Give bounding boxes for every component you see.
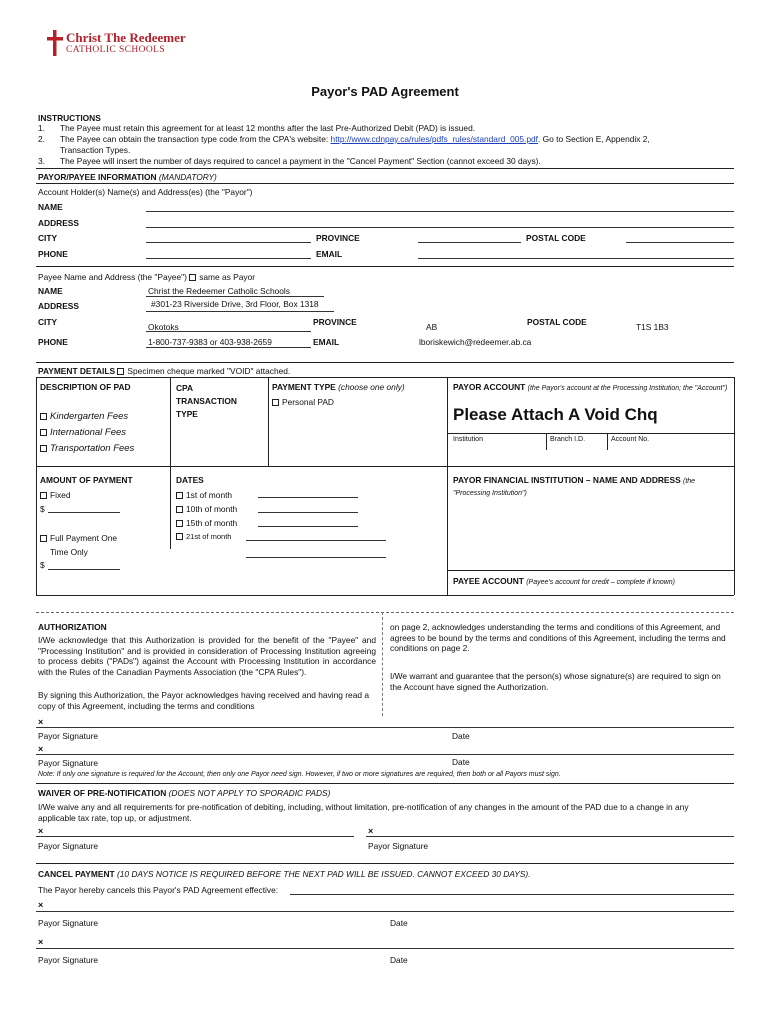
payee-label: Payee Name and Address (the "Payee") same as Payor: [38, 272, 256, 282]
cancel-signature-field-1[interactable]: [36, 911, 734, 912]
signature-mark-1: ×: [38, 717, 44, 727]
payor-city-label: CITY: [38, 233, 58, 243]
payor-province-label: PROVINCE: [316, 233, 360, 243]
payor-signature-field-1[interactable]: [36, 727, 734, 728]
logo-line2: CATHOLIC SCHOOLS: [66, 45, 166, 55]
instruction-2: 2. The Payee can obtain the transaction type code from the CPA's website: http://www.cdnpay.ca/rules/pdfs_rules/standard_005.pdf. Go to Section E, Appendix 2,: [38, 134, 650, 144]
void-chq-notice: Please Attach A Void Chq: [453, 405, 658, 424]
payee-name-label: NAME: [38, 286, 63, 296]
payee-postal-value: T1S 1B3: [636, 322, 669, 332]
authorization-p1: I/We acknowledge that this Authorization is provided for the benefit of the "Payee" and "Processing Institution" and is provided in consideration of Processing Institution agreeing to process debits ("PADs") against the Account with Processing Institution in accordance with the Rules of the Canadian Payments Association (the "CPA Rules").: [38, 635, 376, 677]
institution-label: Institution: [453, 436, 483, 443]
date-21st[interactable]: 21st of month: [176, 531, 231, 541]
payee-postal-label: POSTAL CODE: [527, 317, 587, 327]
authorization-heading: AUTHORIZATION: [38, 622, 107, 632]
fin-inst-heading: PAYOR FINANCIAL INSTITUTION – NAME AND ADDRESS (the "Processing Institution"): [453, 475, 696, 497]
authorization-p4: I/We warrant and guarantee that the person(s) whose signature(s) are required to sign on the Account have signed the Authorization.: [390, 671, 721, 692]
payee-province-label: PROVINCE: [313, 317, 357, 327]
payor-city-field[interactable]: [146, 242, 311, 243]
fixed-amount-field[interactable]: [48, 512, 120, 513]
payor-account-heading: PAYOR ACCOUNT (the Payor's account at the Processing Institution; the "Account"): [453, 382, 728, 392]
cancel-heading: CANCEL PAYMENT (10 DAYS NOTICE IS REQUIRED BEFORE THE NEXT PAD WILL BE ISSUED. CANNOT EXCEED 30 DAYS).: [38, 869, 531, 879]
instruction-1: 1. The Payee must retain this agreement for at least 12 months after the last Pre-Authorized Debit (PAD) is issued.: [38, 123, 476, 133]
same-as-payor-checkbox[interactable]: [189, 274, 196, 281]
payee-city-value: Okotoks: [148, 322, 179, 332]
cross-logo-icon: [46, 30, 64, 56]
payor-province-field[interactable]: [418, 242, 521, 243]
payor-signature-field-2[interactable]: [36, 754, 734, 755]
cancel-signature-field-2[interactable]: [36, 948, 734, 949]
amount-heading: AMOUNT OF PAYMENT: [40, 475, 133, 485]
payee-address-label: ADDRESS: [38, 301, 79, 311]
instructions-heading: INSTRUCTIONS: [38, 113, 101, 123]
signature-mark-2: ×: [38, 744, 44, 754]
payee-phone-label: PHONE: [38, 337, 68, 347]
date-10th[interactable]: 10th of month: [176, 504, 237, 514]
instruction-2-cont: Transaction Types.: [60, 145, 131, 155]
waiver-signature-field-1[interactable]: [36, 836, 354, 837]
payor-name-field[interactable]: [146, 211, 734, 212]
signature-note: Note: If only one signature is required for the Account, then only one Payor need sign. However, if two or more signatures are required, then both or all Payors must sign.: [38, 771, 561, 778]
payment-details-heading: PAYMENT DETAILS Specimen cheque marked "VOID" attached.: [38, 366, 291, 376]
logo-line1: Christ The Redeemer: [66, 30, 186, 45]
payee-account-heading: PAYEE ACCOUNT (Payee's account for credit – complete if known): [453, 576, 676, 586]
payee-city-label: CITY: [38, 317, 58, 327]
authorization-p2: By signing this Authorization, the Payor acknowledges having received and having read a copy of this Agreement, including the terms and conditions: [38, 690, 370, 711]
fee-transportation[interactable]: Transportation Fees: [40, 443, 134, 454]
cpa-website-link[interactable]: http://www.cdnpay.ca/rules/pdfs_rules/standard_005.pdf: [330, 134, 539, 144]
account-holder-label: Account Holder(s) Name(s) and Address(es) (the "Payor"): [38, 187, 253, 197]
payor-phone-label: PHONE: [38, 249, 68, 259]
authorization-p3: on page 2, acknowledges understanding the terms and conditions of this Agreement, and agrees to be bound by the terms and conditions of this Agreement, including the terms and conditions on page 2.: [390, 622, 726, 653]
payor-email-label: EMAIL: [316, 249, 343, 259]
cpa-heading: CPA TRANSACTION TYPE: [176, 383, 237, 419]
payment-type-heading: PAYMENT TYPE (choose one only): [272, 382, 405, 392]
fee-international[interactable]: International Fees: [40, 427, 126, 438]
logo: [44, 29, 204, 59]
waiver-text: I/We waive any and all requirements for pre-notification of debiting, including, without limitation, pre-notification of any changes in the amount of the PAD due to a change in any applicable tax rate, top up, or adjustment.: [38, 802, 689, 823]
payee-address-value: #301-23 Riverside Drive, 3rd Floor, Box 1318: [151, 299, 319, 309]
payor-payee-heading: PAYOR/PAYEE INFORMATION (MANDATORY): [38, 172, 217, 182]
account-no-label: Account No.: [611, 436, 650, 443]
dates-heading: DATES: [176, 475, 204, 485]
waiver-heading: WAIVER OF PRE-NOTIFICATION (DOES NOT APPLY TO SPORADIC PADS): [38, 788, 331, 798]
full-payment-option[interactable]: Full Payment One: [40, 533, 117, 543]
date-1st[interactable]: 1st of month: [176, 490, 232, 500]
instruction-3: 3. The Payee will insert the number of days required to cancel a payment in the "Cancel Payment" Section (cannot exceed 30 days).: [38, 156, 541, 166]
full-payment-amount-field[interactable]: [48, 569, 120, 570]
payor-postal-field[interactable]: [626, 242, 734, 243]
page-title: Payor's PAD Agreement: [311, 84, 459, 99]
cancel-text: The Payor hereby cancels this Payor's PAD Agreement effective:: [38, 885, 279, 895]
desc-heading: DESCRIPTION OF PAD: [40, 382, 131, 392]
payor-name-label: NAME: [38, 202, 63, 212]
payor-address-label: ADDRESS: [38, 218, 79, 228]
payee-province-value: AB: [426, 322, 438, 332]
payor-email-field[interactable]: [418, 258, 734, 259]
payee-email-label: EMAIL: [313, 337, 340, 347]
branch-label: Branch I.D.: [550, 436, 586, 443]
cancel-effective-field[interactable]: [290, 894, 734, 895]
payor-postal-label: POSTAL CODE: [526, 233, 586, 243]
waiver-signature-field-2[interactable]: [366, 836, 734, 837]
personal-pad-option[interactable]: Personal PAD: [272, 397, 334, 407]
payor-phone-field[interactable]: [146, 258, 311, 259]
date-15th[interactable]: 15th of month: [176, 518, 237, 528]
fixed-option[interactable]: Fixed: [40, 490, 70, 500]
payor-address-field[interactable]: [146, 227, 734, 228]
payee-name-value: Christ the Redeemer Catholic Schools: [148, 286, 290, 296]
payee-email-value: lboriskewich@redeemer.ab.ca: [419, 337, 532, 347]
payee-phone-value: 1-800-737-9383 or 403-938-2659: [148, 337, 272, 347]
void-cheque-checkbox[interactable]: [117, 368, 124, 375]
fee-kindergarten[interactable]: Kindergarten Fees: [40, 411, 128, 422]
